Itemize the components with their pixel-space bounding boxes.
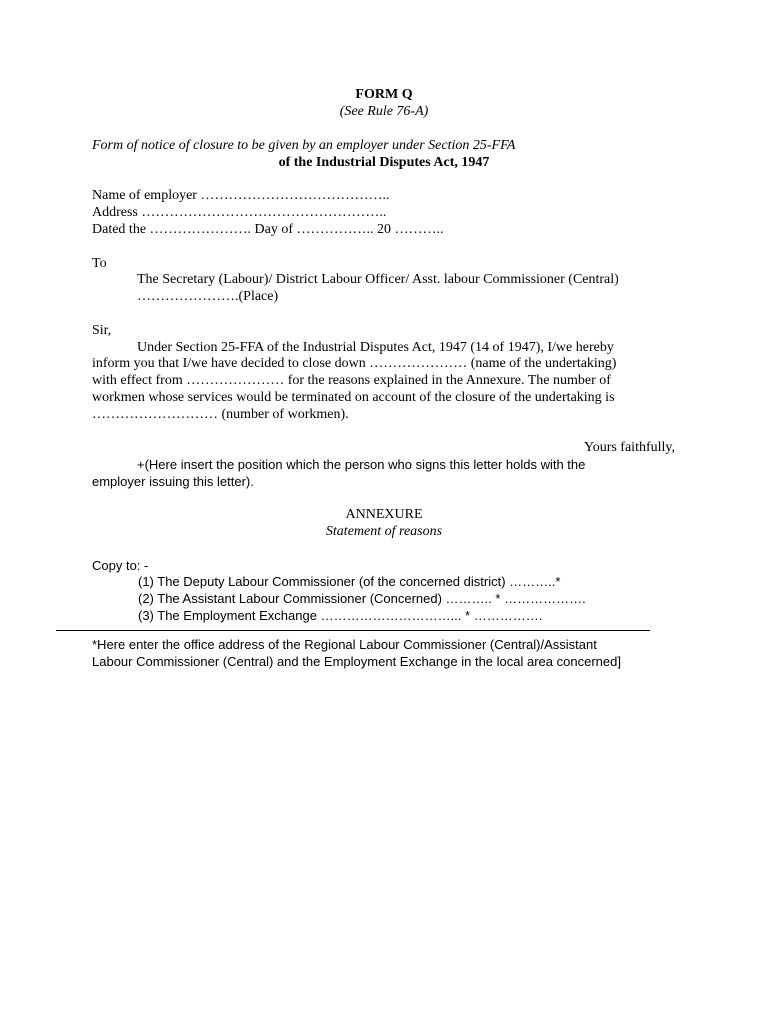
annexure-title: ANNEXURE [345, 507, 423, 522]
footnote-divider [56, 630, 650, 631]
footnote-line: Labour Commissioner (Central) and the Employment Exchange in the local area concerned] [92, 654, 621, 669]
body-line: Under Section 25-FFA of the Industrial Disputes Act, 1947 (14 of 1947), I/we hereby [137, 340, 614, 355]
rule-reference: (See Rule 76-A) [339, 104, 429, 119]
annexure-subtitle: Statement of reasons [325, 524, 443, 539]
copy-to-item: (1) The Deputy Labour Commissioner (of the concerned district) ………..* [138, 574, 561, 589]
signature-note-cont: employer issuing this letter). [92, 474, 254, 489]
salutation: Sir, [92, 323, 112, 338]
form-description: Form of notice of closure to be given by an employer under Section 25-FFA [92, 138, 516, 153]
act-title: of the Industrial Disputes Act, 1947 [278, 155, 490, 170]
signature-note: +(Here insert the position which the person who signs this letter holds with the [137, 457, 586, 472]
closing: Yours faithfully, [583, 440, 675, 455]
copy-to-item: (3) The Employment Exchange …………………………... * ……………. [138, 608, 543, 623]
date-field: Dated the …………………. Day of …………….. 20 ……….. [92, 222, 444, 237]
employer-name-field: Name of employer ………………………………….. [92, 188, 390, 203]
to-label: To [92, 256, 107, 271]
body-line: with effect from ………………… for the reasons explained in the Annexure. The number of [92, 373, 611, 388]
recipient-designation: The Secretary (Labour)/ District Labour Officer/ Asst. labour Commissioner (Central) [137, 272, 619, 287]
body-line: ……………………… (number of workmen). [92, 407, 349, 422]
recipient-place: ………………….(Place) [137, 289, 279, 304]
footnote-line: *Here enter the office address of the Regional Labour Commissioner (Central)/Assistant [92, 637, 597, 652]
copy-to-item: (2) The Assistant Labour Commissioner (Concerned) ……….. * ………………. [138, 591, 586, 606]
body-line: workmen whose services would be terminated on account of the closure of the undertaking is [92, 390, 615, 405]
form-title: FORM Q [355, 87, 413, 102]
body-line: inform you that I/we have decided to close down ………………… (name of the undertaking) [92, 356, 617, 371]
copy-to-heading: Copy to: - [92, 558, 149, 573]
address-field: Address …………………………………………….. [92, 205, 387, 220]
